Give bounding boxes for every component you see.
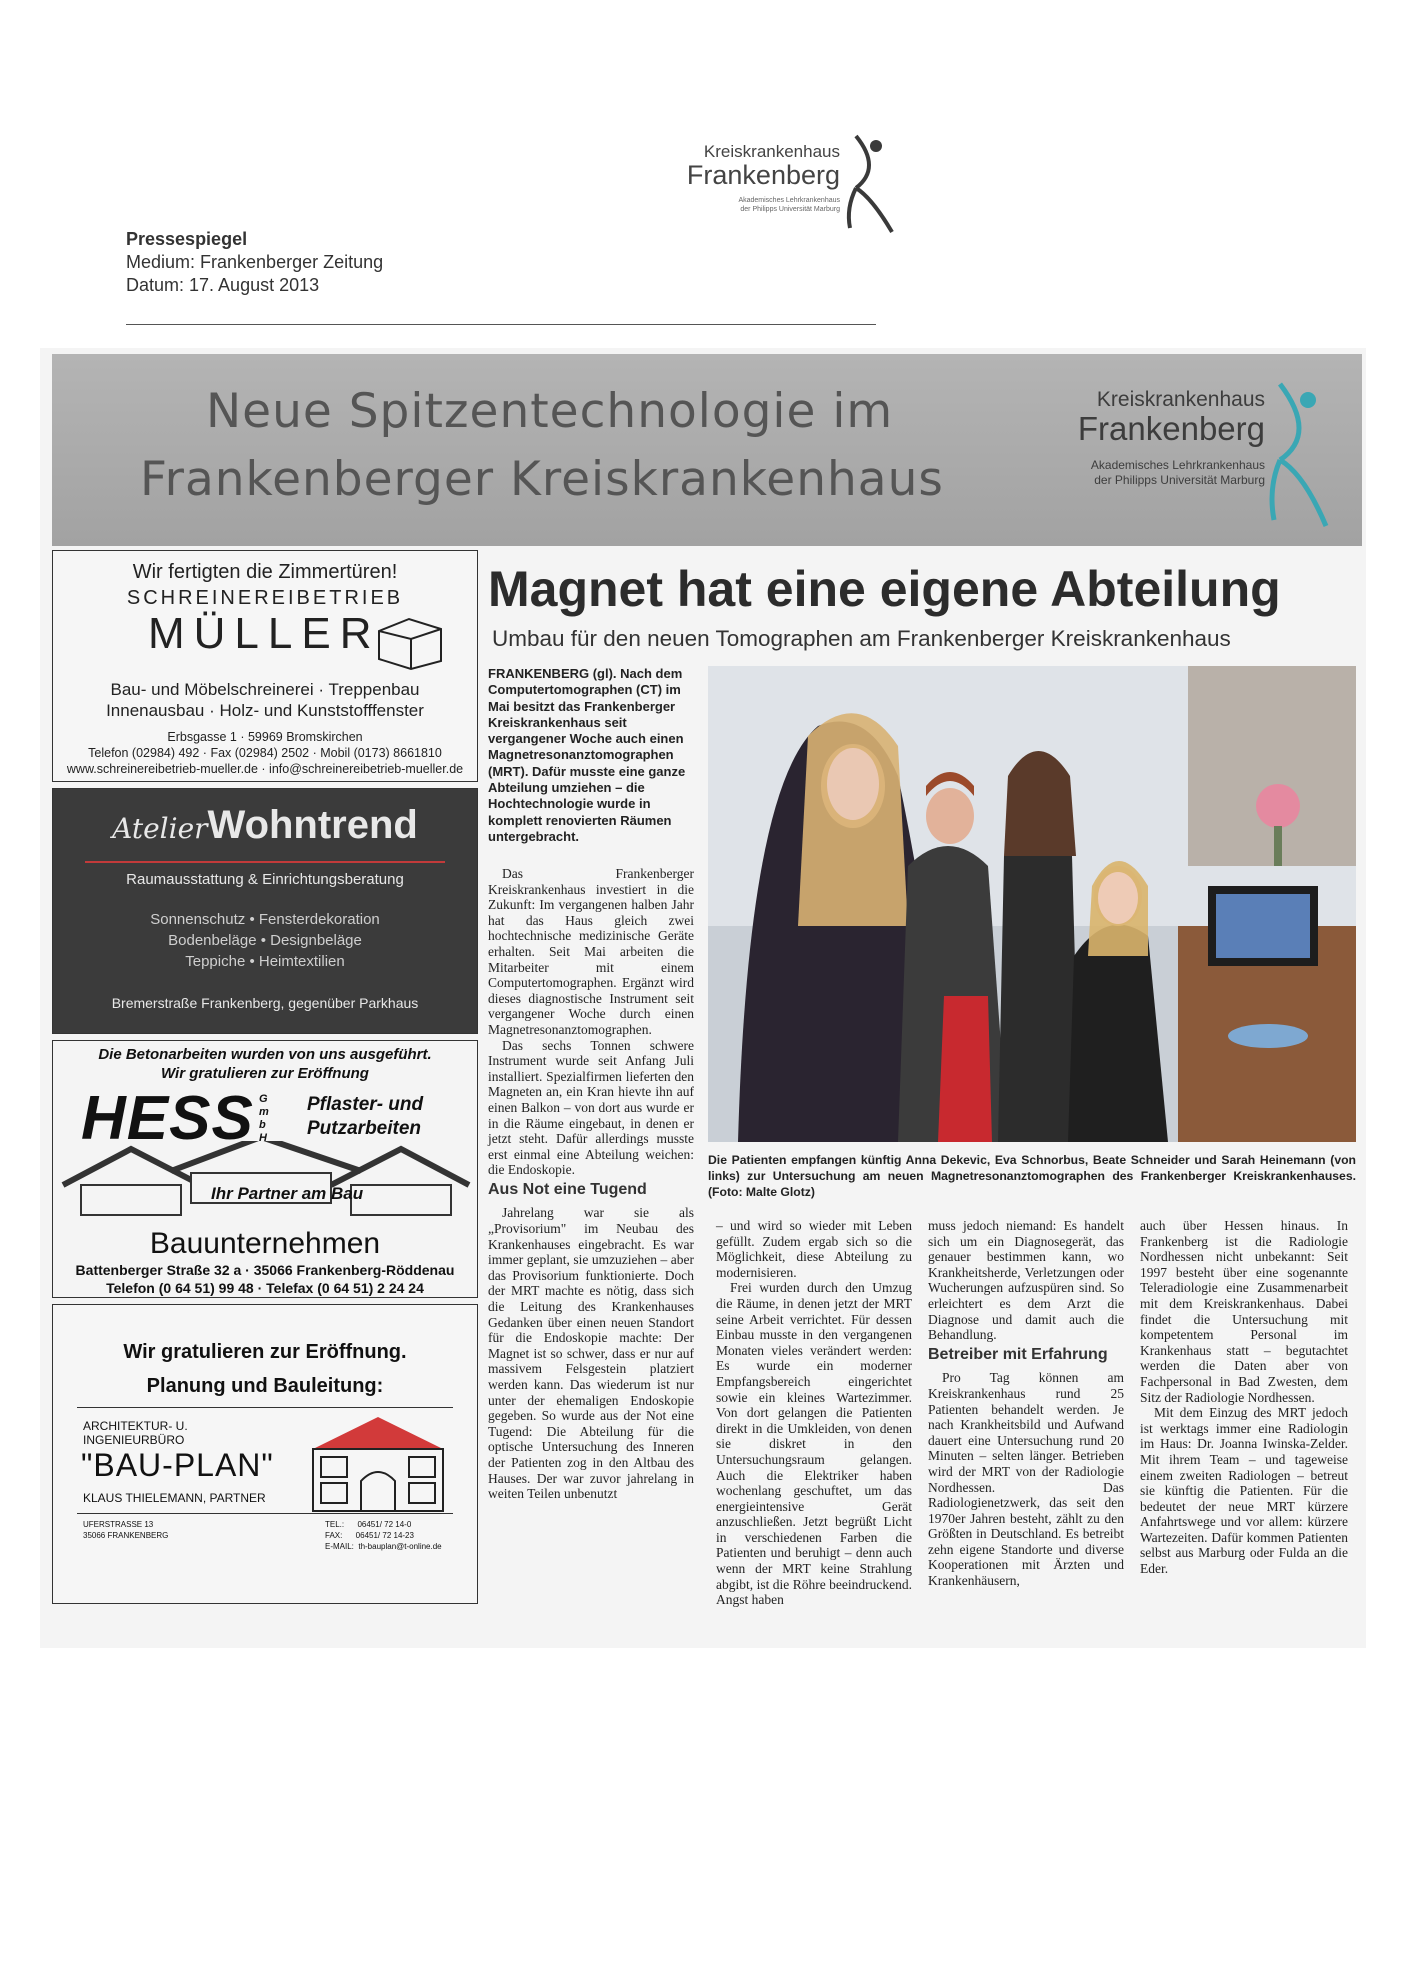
ad-bauplan-name: "BAU-PLAN" (81, 1447, 274, 1483)
ad-mueller-services (53, 679, 477, 721)
ad-bauplan-tel: TEL.: 06451/ 72 14-0 (325, 1520, 412, 1529)
houses-icon (61, 1141, 471, 1221)
article-paragraph: Pro Tag können am Kreiskrankenhaus rund 25 Patienten behandelt werden. Je nach Krankheitsbild und Aufwand dauert eine Untersuchung rund 20 Minuten – selten länger. Betrieben wird der MRT von der Radiologie Nordhessen. Das Radiologienetzwerk, das seit den 1970er Jahren besteht, zählt zu den Größten in Deutschland. Es betreibt zehn eigene Standorte und diverse Kooperationen mit Ärzten und Krankenhäusern, (928, 1370, 1124, 1589)
ad-bauplan-fax: FAX: 06451/ 72 14-23 (325, 1531, 414, 1540)
ad-hess-address: Battenberger Straße 32 a · 35066 Frankenberg-Röddenau (75, 1262, 455, 1278)
ad-mueller-address: Erbsgasse 1 · 59969 Bromskirchen (167, 730, 363, 744)
ad-wohntrend-logo (53, 803, 477, 848)
banner-logo-line1: Kreiskrankenhaus (1096, 388, 1265, 411)
article-column-3 (928, 1218, 1124, 1589)
article-lead: FRANKENBERG (gl). Nach dem Computertomographen (CT) im Mai besitzt das Frankenberger Kreiskrankenhaus seit vergangener Woche auch einen Magnetresonanztomographen (MRT). Dafür musste eine ganze Abteilung umziehen – die Hochtechnologie wurde in komplett renovierten Räumen untergebracht. (488, 666, 686, 844)
banner-logo-line4: der Philipps Universität Marburg (1094, 473, 1265, 487)
banner-logo-line3: Akademisches Lehrkrankenhaus (1090, 458, 1265, 472)
ad-bauplan-contact (325, 1519, 442, 1552)
header-logo-line3: Akademisches Lehrkrankenhaus (738, 197, 840, 204)
ad-hess-type: Bauunternehmen (149, 1227, 381, 1260)
press-meta (126, 228, 383, 297)
press-title: Pressespiegel (126, 229, 248, 249)
article-paragraph: auch über Hessen hinaus. In Frankenberg ist die Radiologie Nordhessen nicht unbekannt: Seit 1997 besteht über eine sogenannte Teleradiologie eine Zusammenarbeit mit dem Kreiskrankenhaus. Dabei findet die Untersuchung mit kompetentem Personal im Krankenhaus statt – begutachtet werden die Daten aber von Fachpersonal in Bad Zwesten, dem Sitz der Radiologie Nordhessen. (1140, 1218, 1348, 1405)
ad-hess-partner: Ihr Partner am Bau (211, 1184, 364, 1203)
ad-mueller-services2: Innenausbau · Holz- und Kunststofffenster (106, 701, 424, 720)
box-icon (375, 613, 445, 671)
ad-hess-name: HESS (81, 1084, 254, 1153)
article-column-1 (488, 866, 694, 1502)
article-paragraph: Frei wurden durch den Umzug die Räume, in denen jetzt der MRT seine Arbeit verrichtet. Für dessen Einbau musste in den vergangenen Monaten vieles verändert werden: Es wurde ein moderner Empfangsbereich eingerichtet sowie ein kleines Wartezimmer. Von dort gelangen die Patienten direkt in die Umkleiden, von denen sie diskret in den Untersuchungsraum gelangen. Auch die Elektriker haben wochenlang geschuftet, um das energieintensive Gerät anzuschließen. Jetzt begrüßt Licht in verschiedenen Farben die Patienten und beruhigt – denn auch wenn der MRT keine Strahlung abgibt, ist die Röhre beeindruckend. Angst haben (716, 1280, 912, 1608)
header-logo (668, 120, 898, 240)
ad-bauplan-planning: Planung und Bauleitung: (146, 1375, 384, 1397)
article-headline: Magnet hat eine eigene Abteilung (488, 561, 1281, 617)
article-paragraph: Das Frankenberger Kreiskrankenhaus investiert in die Zukunft: Im vergangenen halben Jahr hat das Haus gleich zwei hochtechnische medizinische Geräte erhalten. Seit Mai arbeiten die Mitarbeiter mit einem Computertomographen. Ergänzt wird dieses diagnostische Instrument seit vergangener Woche durch einen Magnetresonanztomographen. (488, 866, 694, 1037)
article-paragraph: muss jedoch niemand: Es handelt sich um ein Diagnosegerät, das genauer bestimmen kann, wo Krankheitsherde, Verletzungen oder Wucherungen aufzuspüren sind. So erleichtert es dem Arzt die Diagnose und damit auch die Behandlung. (928, 1218, 1124, 1343)
ad-hess-gmbh: GmbH (259, 1093, 269, 1144)
banner-title-line1: Neue Spitzentechnologie im (206, 384, 894, 439)
header-logo-line1: Kreiskrankenhaus (703, 142, 840, 161)
ad-bauplan-congrats: Wir gratulieren zur Eröffnung. (123, 1341, 407, 1363)
ad-wohntrend-line3: Teppiche • Heimtextilien (185, 953, 345, 970)
ad-bauplan (52, 1304, 478, 1604)
header-logo-line4: der Philipps Universität Marburg (740, 206, 840, 213)
banner-logo-line2: Frankenberg (1077, 410, 1265, 447)
ad-mueller-web: www.schreinereibetrieb-mueller.de · info@schreinereibetrieb-mueller.de (66, 762, 464, 776)
ad-mueller-phone: Telefon (02984) 492 · Fax (02984) 2502 · Mobil (0173) 8661810 (88, 746, 442, 760)
ad-wohntrend-services (53, 909, 477, 972)
divider (77, 1407, 453, 1408)
ad-mueller-contact (53, 729, 477, 777)
ad-mueller-services1: Bau- und Möbelschreinerei · Treppenbau (110, 680, 420, 699)
ad-wohntrend-atelier: Atelier (112, 812, 208, 845)
divider (85, 861, 445, 863)
article-paragraph: Das sechs Tonnen schwere Instrument wurde seit Anfang Juli installiert. Spezialfirmen lieferten den Magneten an, ein Kran hievte ihn auf einen Balkon – von dort aus wurde er in die Räume eingebaut, in denen er jetzt steht. Dafür allerdings musste erst einmal eine Abteilung weichen: die Endoskopie. (488, 1037, 694, 1178)
press-date: Datum: 17. August 2013 (126, 275, 320, 295)
article-paragraph: Jahrelang war sie als „Provisorium" im Neubau des Krankenhauses eingebracht. Es war immer geplant, sie umzuziehen – aber das Provisorium funktionierte. Doch der MRT machte es nötig, dass sich die Leitung des Krankenhauses Gedanken über einen neuen Standort für die Endoskopie machte: Der Magnet ist so schwer, dass er nur auf massivem Felsgestein platziert werden kann. Das wiederum ist nur unter der ehemaligen Endoskopie gegeben. So wurde aus der Not eine Tugend: Die Abteilung für die optische Untersuchung des Inneren der Patienten zog in den Altbau des Hauses. Der war zuvor jahrelang in weiten Teilen unbenutzt (488, 1205, 694, 1502)
ad-bauplan-address (83, 1519, 168, 1541)
ad-hess-service1: Pflaster- und (307, 1094, 424, 1115)
banner-logo (1040, 362, 1340, 542)
ad-wohntrend (52, 788, 478, 1034)
ad-wohntrend-address: Bremerstraße Frankenberg, gegenüber Parkhaus (111, 995, 419, 1011)
divider (77, 1513, 453, 1514)
article-column-2 (716, 1218, 912, 1608)
ad-hess-line1: Die Betonarbeiten wurden von uns ausgeführt. (98, 1046, 432, 1063)
ad-hess-contact (53, 1261, 477, 1297)
banner-logo-subline (1091, 458, 1265, 488)
ad-hess-services (307, 1093, 423, 1141)
article-column-4 (1140, 1218, 1348, 1577)
hospital-figure-icon (1264, 374, 1334, 534)
ad-wohntrend-name: Wohntrend (207, 803, 418, 847)
ad-bauplan-intro (53, 1335, 477, 1403)
ad-mueller-name: MÜLLER (148, 609, 381, 658)
ad-hess-intro (53, 1045, 477, 1083)
photo-caption: Die Patienten empfangen künftig Anna Dekevic, Eva Schnorbus, Beate Schneider und Sarah Heinemann (von links) zur Untersuchung am neuen Magnetresonanztomographen des Frankenberger Kreiskrankenhauses. (Foto: Malte Glotz) (708, 1153, 1356, 1199)
article-photo (708, 666, 1356, 1142)
divider (126, 324, 876, 325)
ad-hess (52, 1040, 478, 1298)
ad-hess-service2: Putzarbeiten (307, 1118, 422, 1139)
ad-bauplan-office (83, 1419, 188, 1447)
ad-bauplan-street: UFERSTRASSE 13 (83, 1520, 154, 1529)
ad-mueller-type: SCHREINEREIBETRIEB (126, 587, 404, 609)
ad-hess-line2: Wir gratulieren zur Eröffnung (161, 1065, 369, 1082)
ad-bauplan-city: 35066 FRANKENBERG (83, 1531, 169, 1540)
hospital-figure-icon (842, 128, 898, 238)
ad-hess-phone: Telefon (0 64 51) 99 48 · Telefax (0 64 51) 2 24 24 (106, 1280, 424, 1296)
ad-wohntrend-subtitle: Raumausstattung & Einrichtungsberatung (126, 871, 404, 888)
press-medium: Medium: Frankenberger Zeitung (126, 252, 384, 272)
article-subheading: Aus Not eine Tugend (488, 1180, 647, 1198)
ad-bauplan-office2: INGENIEURBÜRO (83, 1433, 185, 1447)
ad-bauplan-partner: KLAUS THIELEMANN, PARTNER (83, 1491, 266, 1505)
banner-title (140, 378, 944, 514)
ad-bauplan-office1: ARCHITEKTUR- U. (83, 1419, 188, 1433)
ad-wohntrend-line2: Bodenbeläge • Designbeläge (168, 932, 362, 949)
article-subheadline: Umbau für den neuen Tomographen am Frankenberger Kreiskrankenhaus (492, 626, 1231, 651)
article-paragraph: Mit dem Einzug des MRT jedoch ist werktags immer eine Radiologin im Haus: Dr. Joanna Iwinska-Zelder. Mit ihrem Team – und tageweise einem zweiten Radiologen – betreut sie künftig die Patienten. Für die bedeutet der neue MRT kürzere Anfahrtswege und vor allem: kürzere Wartezeiten. Dafür kommen Patienten selbst aus Marburg oder Fulda an die Eder. (1140, 1405, 1348, 1577)
building-icon (303, 1413, 453, 1513)
ad-wohntrend-line1: Sonnenschutz • Fensterdekoration (150, 911, 380, 928)
ad-schreinerei-mueller (52, 550, 478, 782)
ad-mueller-tagline: Wir fertigten die Zimmertüren! (132, 561, 398, 583)
header-logo-subline (738, 196, 840, 214)
header-logo-line2: Frankenberg (686, 160, 840, 190)
article-subheading: Betreiber mit Erfahrung (928, 1345, 1108, 1363)
article-paragraph: – und wird so wieder mit Leben gefüllt. Zudem ergab sich so die Möglichkeit, diese Abteilung zu modernisieren. (716, 1218, 912, 1280)
banner-title-line2: Frankenberger Kreiskrankenhaus (140, 452, 944, 507)
ad-bauplan-email: E-MAIL: th-bauplan@t-online.de (325, 1542, 442, 1551)
